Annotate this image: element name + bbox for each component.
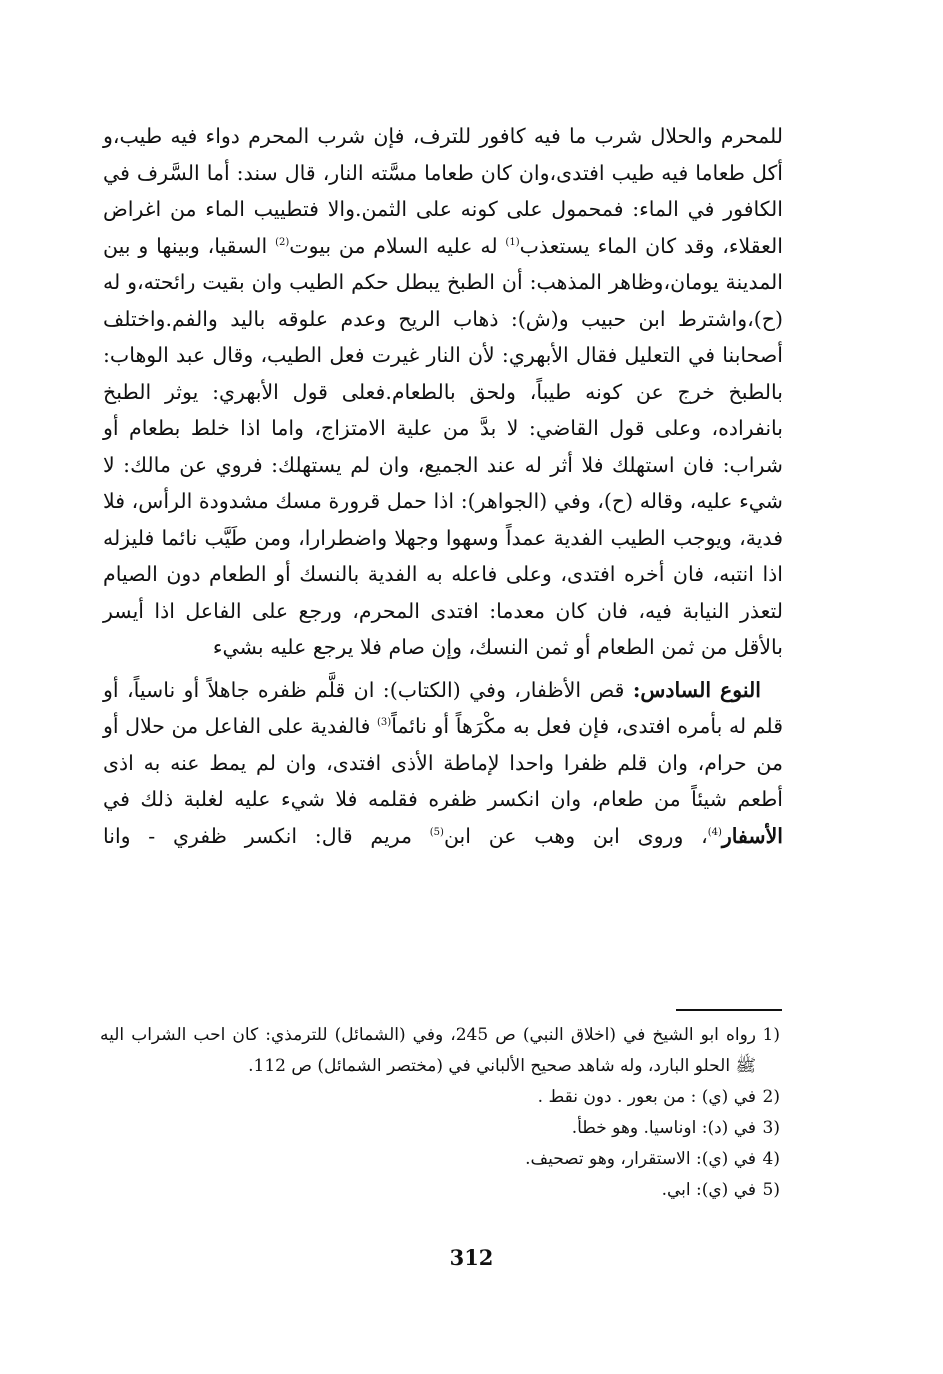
footnote-text: في (ي): ابي. bbox=[661, 1180, 756, 1200]
footnote-ref-4[interactable]: (4) bbox=[707, 826, 722, 838]
footnote-number: 4) bbox=[762, 1149, 780, 1169]
paragraph-2-text-a: قص الأظفار، وفي (الكتاب): ان قلَّم ظفره جاهلاً أو ناسياً، أو قلم له بأمره افتدى، فإن فعل به مكْرَهاً أو نائماً bbox=[103, 677, 783, 738]
footnote-number: 2) bbox=[762, 1087, 780, 1107]
paragraph-1-text-a: للمحرم والحلال شرب ما فيه كافور للترف، فإن شرب المحرم دواء فيه طيب،و أكل طعاما فيه طيب افتدى،وان كان طعاما مسَّته النار، قال سند: أما السَّرف في الكافور في الماء: فمحمول على كونه على الثمن.والا فتطييب الماء من اغراض العقلاء، وقد كان الماء يستعذب bbox=[103, 124, 783, 258]
footnote-item bbox=[100, 1175, 780, 1206]
footnote-item bbox=[100, 1144, 780, 1175]
footnote-item bbox=[100, 1082, 780, 1113]
footnote-text: في (ي): الاستقرار، وهو تصحيف. bbox=[525, 1149, 756, 1169]
footnotes bbox=[100, 1020, 780, 1206]
footnote-ref-3[interactable]: (3) bbox=[377, 717, 392, 728]
footnote-ref-1[interactable]: (1) bbox=[505, 236, 520, 248]
footnote-ref-5[interactable]: (5) bbox=[429, 826, 444, 838]
paragraph-2-text-d: مريم قال: انكسر ظفري - وانا bbox=[103, 823, 430, 848]
footnote-separator bbox=[676, 1009, 782, 1011]
footnote-text: في (د): اوناسيا. وهو خطأ. bbox=[571, 1118, 756, 1138]
bold-keyword: الأسفار bbox=[721, 823, 783, 848]
footnote-item bbox=[100, 1020, 780, 1082]
footnote-text: في (ي) : من بعور . دون نقط . bbox=[537, 1087, 756, 1107]
footnote-number: 3) bbox=[762, 1118, 780, 1138]
paragraph-1 bbox=[103, 118, 783, 666]
footnote-number: 1) bbox=[762, 1025, 780, 1045]
footnote-number: 5) bbox=[762, 1180, 780, 1200]
footnote-ref-2[interactable]: (2) bbox=[275, 236, 290, 248]
footnote-item bbox=[100, 1113, 780, 1144]
main-text bbox=[103, 118, 783, 854]
paragraph-1-text-b: له عليه السلام من بيوت bbox=[289, 233, 506, 258]
section-heading-inline: النوع السادس: bbox=[632, 677, 761, 702]
paragraph-2-text-c: ، وروى ابن وهب عن ابن bbox=[443, 823, 708, 848]
paragraph-2-text-b: فالفدية على الفاعل من حلال أو من حرام، وان قلم ظفرا واحدا لإماطة الأذى افتدى، وان لم يمط عنه به اذى أطعم شيئاً من طعام، وان انكسر ظفره فقلمه فلا شيء عليه لغلبة ذلك في bbox=[103, 714, 783, 811]
paragraph-1-text-c: السقيا، وبينها و بين المدينة يومان،وظاهر المذهب: أن الطبخ يبطل حكم الطيب وان بقيت رائحته،و له (ح)،واشترط ابن حبيب و(ش): ذهاب الريح وعدم علوقه باليد والفم.واختلف أصحابنا في التعليل فقال الأبهري: لأن النار غيرت فعل الطيب، وقال عبد الوهاب: بالطبخ خرج عن كونه طيباً، ولحق بالطعام.فعلى قول الأبهري: يوثر الطبخ بانفراده، وعلى قول القاضي: لا بدَّ من علية الامتزاج، واما اذا خلط بطعام أو شراب: فان استهلك فلا أثر له عند الجميع، وان لم يستهلك: فروي عن مالك: لا شيء عليه، وقاله (ح)، وفي (الجواهر): اذا حمل قرورة مسك مشدودة الرأس، فلا فدية، ويوجب الطيب الفدية عمداً وسهوا وجهلا واضطرارا، ومن طَيَّب نائما فليزله اذا انتبه، فان أخره افتدى، وعلى فاعله به الفدية بالنسك أو الطعام دون الصيام لتعذر النيابة فيه، فان كان معدما: افتدى المحرم، ورجع على الفاعل اذا أيسر بالأقل من ثمن الطعام أو ثمن النسك، وإن صام فلا يرجع عليه بشيء bbox=[103, 233, 783, 659]
page-number: 312 bbox=[449, 1245, 494, 1270]
footnote-text: رواه ابو الشيخ في (اخلاق النبي) ص 245، وفي (الشمائل) للترمذي: كان احب الشراب اليه ﷺ الحلو البارد، وله شاهد صحيح الألباني في (مختصر الشمائل) ص 112. bbox=[100, 1025, 756, 1076]
paragraph-2 bbox=[103, 672, 783, 855]
